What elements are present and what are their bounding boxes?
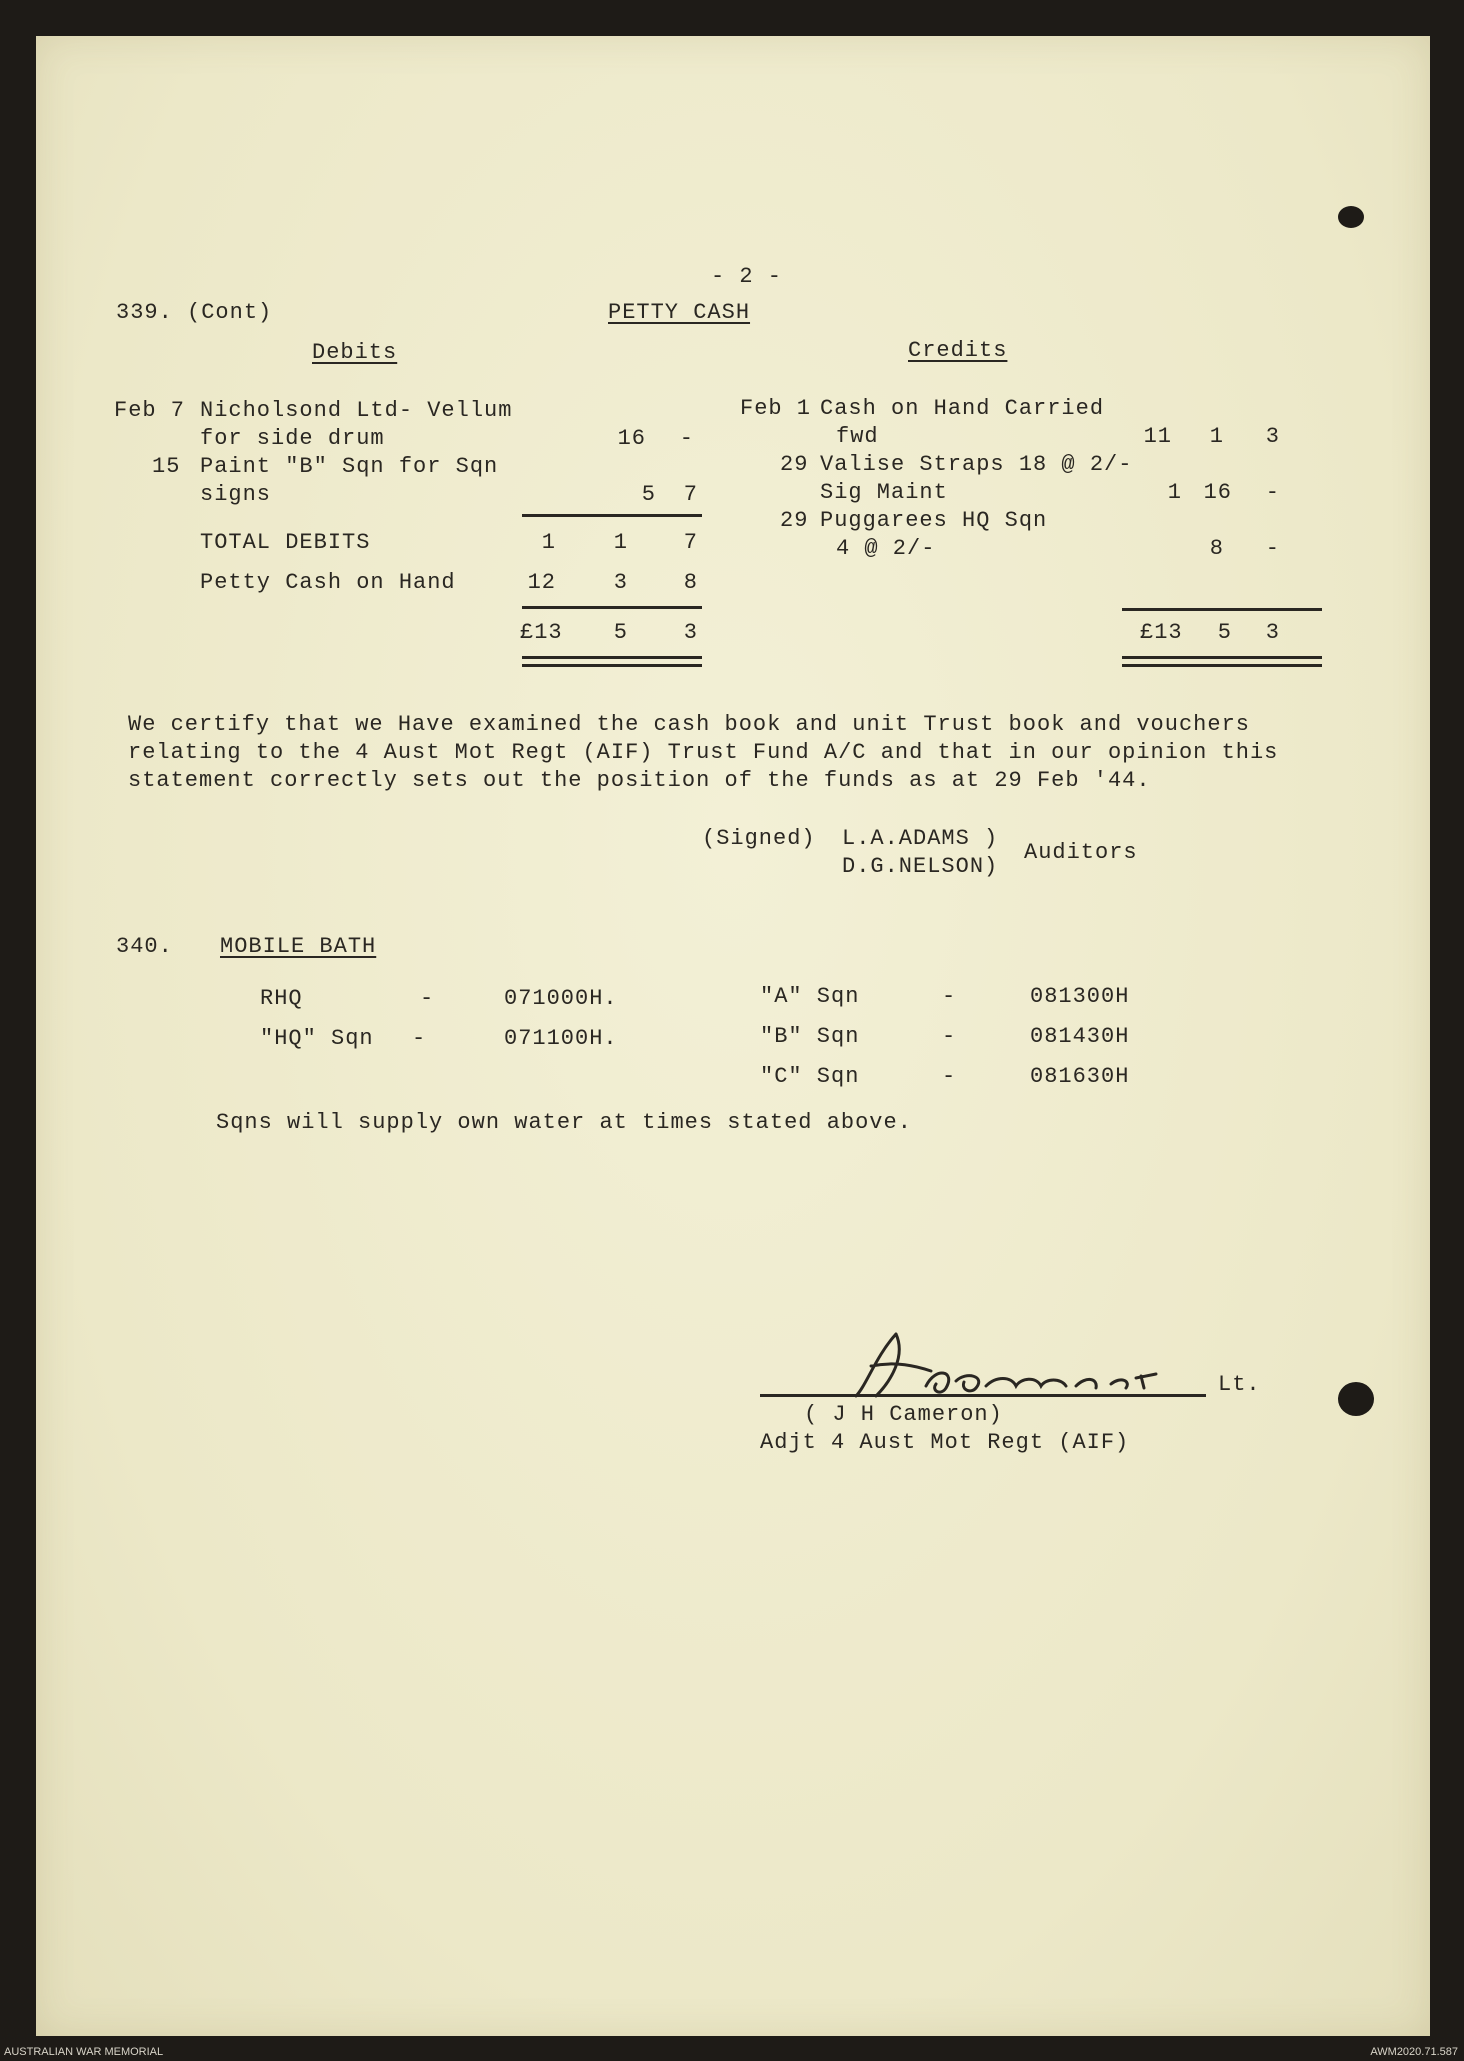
signatory-position: Adjt 4 Aust Mot Regt (AIF) [760, 1430, 1130, 1455]
bath-note: Sqns will supply own water at times stated above. [216, 1110, 912, 1135]
debits-double-rule-1 [522, 656, 702, 659]
credit-row-1-date: Feb 1 [740, 396, 812, 421]
credits-total-rule [1122, 608, 1322, 611]
page-number: - 2 - [711, 264, 783, 289]
credit-row-3-date: 29 [780, 452, 809, 477]
bath-rhq-dash: - [420, 986, 435, 1011]
punch-hole-bottom [1338, 1382, 1374, 1416]
total-debits-d: 7 [683, 530, 698, 555]
credit-row-2-d: 3 [1265, 424, 1280, 449]
credit-row-2-l: 11 [1143, 424, 1172, 449]
signed-label: (Signed) [702, 826, 816, 851]
signature-line [760, 1394, 1206, 1397]
document-page [36, 36, 1430, 2036]
debit-row-3-date: 15 [152, 454, 181, 479]
bath-a-dash: - [942, 984, 957, 1009]
debits-double-rule-2 [522, 664, 702, 667]
petty-cash-on-hand-label: Petty Cash on Hand [200, 570, 456, 595]
credits-double-rule-2 [1122, 664, 1322, 667]
credits-heading: Credits [908, 338, 1008, 363]
bath-a-time: 081300H [1030, 984, 1130, 1009]
auditor-signer-2: D.G.NELSON) [842, 854, 999, 879]
debit-row-2-d: - [679, 426, 694, 451]
bath-hq-unit: "HQ" Sqn [260, 1026, 374, 1051]
debit-row-1-date: Feb 7 [114, 398, 186, 423]
section-title: PETTY CASH [608, 300, 751, 325]
bath-hq-dash: - [412, 1026, 427, 1051]
total-debits-l: 1 [541, 530, 556, 555]
bath-hq-time: 071100H. [504, 1026, 618, 1051]
footer-right: AWM2020.71.587 [1370, 2046, 1458, 2058]
credit-row-3-desc: Valise Straps 18 @ 2/- [820, 452, 1133, 477]
total-debits-label: TOTAL DEBITS [200, 530, 371, 555]
credits-grand-s: 5 [1217, 620, 1232, 645]
bath-a-unit: "A" Sqn [760, 984, 860, 1009]
debits-total-rule [522, 606, 702, 609]
bath-b-unit: "B" Sqn [760, 1024, 860, 1049]
debits-grand-d: 3 [683, 620, 698, 645]
credits-double-rule-1 [1122, 656, 1322, 659]
credits-grand-d: 3 [1265, 620, 1280, 645]
bath-c-unit: "C" Sqn [760, 1064, 860, 1089]
debits-heading: Debits [312, 340, 398, 365]
credit-row-4-desc: Sig Maint [820, 480, 948, 505]
bath-c-time: 081630H [1030, 1064, 1130, 1089]
debit-row-4-d: 7 [683, 482, 698, 507]
bath-c-dash: - [942, 1064, 957, 1089]
credit-row-2-desc: fwd [836, 424, 879, 449]
auditor-signer-1: L.A.ADAMS ) [842, 826, 999, 851]
bath-b-dash: - [942, 1024, 957, 1049]
credit-row-4-l: 1 [1167, 480, 1182, 505]
certification-line-2: relating to the 4 Aust Mot Regt (AIF) Trust Fund A/C and that in our opinion this [128, 740, 1279, 765]
credit-row-6-desc: 4 @ 2/- [836, 536, 936, 561]
on-hand-s: 3 [613, 570, 628, 595]
on-hand-d: 8 [683, 570, 698, 595]
total-debits-s: 1 [613, 530, 628, 555]
credit-row-4-s: 16 [1203, 480, 1232, 505]
credit-row-4-d: - [1265, 480, 1280, 505]
signatory-name: ( J H Cameron) [804, 1402, 1003, 1427]
debit-row-4-s: 5 [641, 482, 656, 507]
certification-line-1: We certify that we Have examined the cash book and unit Trust book and vouchers [128, 712, 1250, 737]
debit-row-3-desc: Paint "B" Sqn for Sqn [200, 454, 499, 479]
punch-hole-top [1338, 206, 1364, 228]
bath-b-time: 081430H [1030, 1024, 1130, 1049]
credit-row-6-d: - [1265, 536, 1280, 561]
item-ref-340: 340. [116, 934, 173, 959]
debit-row-1-desc: Nicholsond Ltd- Vellum [200, 398, 513, 423]
on-hand-l: 12 [527, 570, 556, 595]
credits-grand-l: £13 [1140, 620, 1183, 645]
certification-line-3: statement correctly sets out the position of the funds as at 29 Feb '44. [128, 768, 1151, 793]
debits-subtotal-rule [522, 514, 702, 517]
credit-row-1-desc: Cash on Hand Carried [820, 396, 1105, 421]
debits-grand-l: £13 [520, 620, 563, 645]
mobile-bath-title: MOBILE BATH [220, 934, 377, 959]
credit-row-2-s: 1 [1209, 424, 1224, 449]
debits-grand-s: 5 [613, 620, 628, 645]
credit-row-5-date: 29 [780, 508, 809, 533]
credit-row-6-s: 8 [1209, 536, 1224, 561]
debit-row-2-desc: for side drum [200, 426, 385, 451]
debit-row-2-s: 16 [617, 426, 646, 451]
credit-row-5-desc: Puggarees HQ Sqn [820, 508, 1048, 533]
item-ref-339: 339. (Cont) [116, 300, 273, 325]
signatory-rank: Lt. [1218, 1372, 1261, 1397]
debit-row-4-desc: signs [200, 482, 272, 507]
footer-left: AUSTRALIAN WAR MEMORIAL [4, 2046, 164, 2058]
bath-rhq-unit: RHQ [260, 986, 303, 1011]
bath-rhq-time: 071000H. [504, 986, 618, 1011]
auditors-role: Auditors [1024, 840, 1138, 865]
